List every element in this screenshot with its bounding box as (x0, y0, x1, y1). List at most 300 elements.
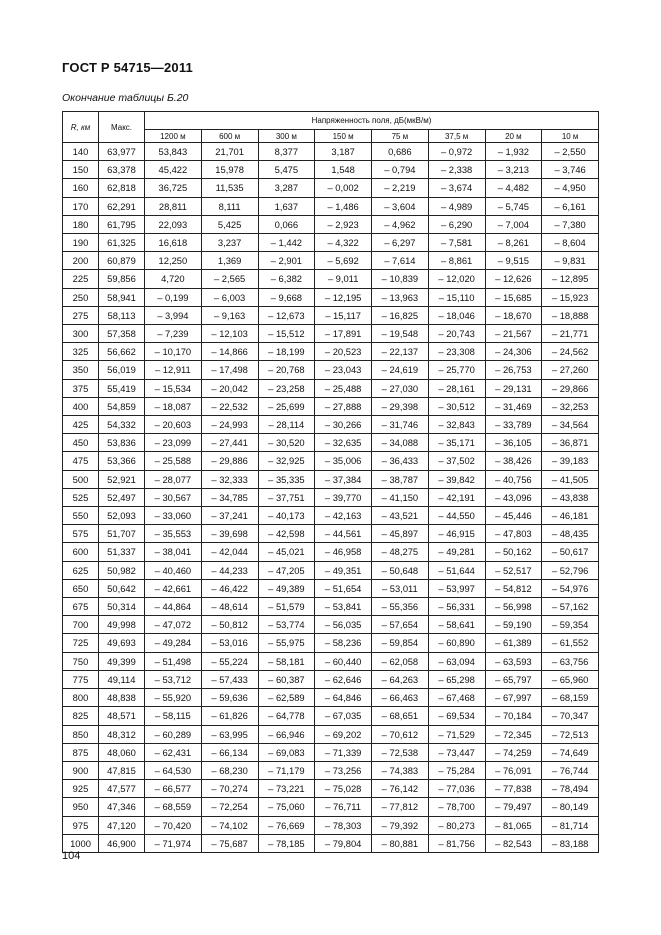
value-cell: 22,093 (145, 215, 202, 233)
value-cell: – 2,338 (428, 161, 485, 179)
value-cell: – 31,469 (485, 397, 542, 415)
value-cell: – 35,335 (258, 470, 315, 488)
value-cell: – 2,923 (315, 215, 372, 233)
table-row (63, 743, 599, 761)
value-cell: – 7,380 (542, 215, 599, 233)
value-cell: – 5,745 (485, 197, 542, 215)
value-cell: – 9,163 (201, 306, 258, 324)
max-cell: 58,113 (99, 306, 145, 324)
value-cell: – 30,520 (258, 434, 315, 452)
value-cell: – 40,460 (145, 561, 202, 579)
max-cell: 61,325 (99, 234, 145, 252)
value-cell: – 58,236 (315, 634, 372, 652)
value-cell: – 12,626 (485, 270, 542, 288)
value-cell: – 55,224 (201, 652, 258, 670)
value-cell: – 23,099 (145, 434, 202, 452)
value-cell: – 70,274 (201, 780, 258, 798)
value-cell: – 4,962 (372, 215, 429, 233)
table-row (63, 561, 599, 579)
value-cell: – 23,258 (258, 379, 315, 397)
value-cell: – 50,617 (542, 543, 599, 561)
field-strength-table (62, 111, 599, 853)
value-cell: – 79,804 (315, 834, 372, 852)
value-cell: – 47,072 (145, 616, 202, 634)
table-row (63, 598, 599, 616)
value-cell: – 4,950 (542, 179, 599, 197)
distance-cell: 775 (63, 670, 99, 688)
value-cell: – 54,812 (485, 579, 542, 597)
value-cell: – 37,502 (428, 452, 485, 470)
value-cell: – 58,181 (258, 652, 315, 670)
value-cell: – 70,420 (145, 816, 202, 834)
value-cell: – 51,654 (315, 579, 372, 597)
value-cell: 8,377 (258, 143, 315, 161)
value-cell: – 67,468 (428, 689, 485, 707)
max-cell: 56,662 (99, 343, 145, 361)
value-cell: – 22,532 (201, 397, 258, 415)
value-cell: – 77,812 (372, 798, 429, 816)
value-cell: – 55,920 (145, 689, 202, 707)
value-cell: – 36,871 (542, 434, 599, 452)
table-row (63, 780, 599, 798)
distance-cell: 300 (63, 325, 99, 343)
max-cell: 51,337 (99, 543, 145, 561)
table-row (63, 416, 599, 434)
value-cell: 12,250 (145, 252, 202, 270)
max-cell: 50,642 (99, 579, 145, 597)
value-cell: – 2,550 (542, 143, 599, 161)
value-cell: – 21,771 (542, 325, 599, 343)
table-row (63, 525, 599, 543)
max-cell: 52,497 (99, 488, 145, 506)
distance-cell: 275 (63, 306, 99, 324)
table-row (63, 761, 599, 779)
value-cell: – 44,864 (145, 598, 202, 616)
distance-cell: 475 (63, 452, 99, 470)
value-cell: – 53,011 (372, 579, 429, 597)
distance-cell: 975 (63, 816, 99, 834)
distance-cell: 400 (63, 397, 99, 415)
max-cell: 52,921 (99, 470, 145, 488)
value-cell: – 82,543 (485, 834, 542, 852)
value-cell: – 71,974 (145, 834, 202, 852)
distance-cell: 600 (63, 543, 99, 561)
value-cell: – 53,774 (258, 616, 315, 634)
distance-cell: 150 (63, 161, 99, 179)
value-cell: – 74,102 (201, 816, 258, 834)
value-cell: 8,111 (201, 197, 258, 215)
value-cell: – 33,789 (485, 416, 542, 434)
value-cell: – 20,523 (315, 343, 372, 361)
value-cell: – 6,297 (372, 234, 429, 252)
value-cell: 3,287 (258, 179, 315, 197)
value-cell: – 45,897 (372, 525, 429, 543)
value-cell: – 29,398 (372, 397, 429, 415)
value-cell: – 57,162 (542, 598, 599, 616)
value-cell: – 56,331 (428, 598, 485, 616)
value-cell: – 18,087 (145, 397, 202, 415)
value-cell: – 16,825 (372, 306, 429, 324)
value-cell: 15,978 (201, 161, 258, 179)
value-cell: – 30,512 (428, 397, 485, 415)
max-cell: 49,399 (99, 652, 145, 670)
value-cell: – 59,854 (372, 634, 429, 652)
value-cell: – 58,641 (428, 616, 485, 634)
value-cell: – 8,261 (485, 234, 542, 252)
column-header-r: R, км (63, 112, 99, 143)
table-row (63, 379, 599, 397)
value-cell: 3,187 (315, 143, 372, 161)
table-row (63, 252, 599, 270)
value-cell: – 74,383 (372, 761, 429, 779)
max-cell: 49,998 (99, 616, 145, 634)
value-cell: – 7,004 (485, 215, 542, 233)
value-cell: – 45,021 (258, 543, 315, 561)
height-header: 300 м (258, 130, 315, 143)
value-cell: – 26,753 (485, 361, 542, 379)
value-cell: – 9,668 (258, 288, 315, 306)
max-cell: 53,366 (99, 452, 145, 470)
table-row (63, 361, 599, 379)
value-cell: – 3,674 (428, 179, 485, 197)
max-cell: 56,019 (99, 361, 145, 379)
value-cell: – 65,960 (542, 670, 599, 688)
max-cell: 55,419 (99, 379, 145, 397)
value-cell: – 63,756 (542, 652, 599, 670)
value-cell: – 39,842 (428, 470, 485, 488)
height-header: 10 м (542, 130, 599, 143)
value-cell: – 32,635 (315, 434, 372, 452)
value-cell: – 73,221 (258, 780, 315, 798)
value-cell: – 15,534 (145, 379, 202, 397)
value-cell: – 58,115 (145, 707, 202, 725)
value-cell: – 80,149 (542, 798, 599, 816)
value-cell: 28,811 (145, 197, 202, 215)
value-cell: – 32,333 (201, 470, 258, 488)
value-cell: – 56,998 (485, 598, 542, 616)
value-cell: – 60,890 (428, 634, 485, 652)
table-row (63, 343, 599, 361)
value-cell: – 17,498 (201, 361, 258, 379)
distance-cell: 650 (63, 579, 99, 597)
value-cell: – 51,644 (428, 561, 485, 579)
value-cell: – 68,559 (145, 798, 202, 816)
value-cell: – 42,598 (258, 525, 315, 543)
table-row (63, 707, 599, 725)
distance-cell: 875 (63, 743, 99, 761)
value-cell: – 47,205 (258, 561, 315, 579)
value-cell: – 46,915 (428, 525, 485, 543)
value-cell: – 53,712 (145, 670, 202, 688)
max-cell: 47,346 (99, 798, 145, 816)
value-cell: – 37,384 (315, 470, 372, 488)
value-cell: – 64,263 (372, 670, 429, 688)
value-cell: – 66,463 (372, 689, 429, 707)
value-cell: – 19,548 (372, 325, 429, 343)
value-cell: – 81,714 (542, 816, 599, 834)
value-cell: – 49,351 (315, 561, 372, 579)
value-cell: – 52,796 (542, 561, 599, 579)
max-cell: 60,879 (99, 252, 145, 270)
value-cell: – 0,794 (372, 161, 429, 179)
distance-cell: 575 (63, 525, 99, 543)
value-cell: 3,237 (201, 234, 258, 252)
max-cell: 63,977 (99, 143, 145, 161)
value-cell: – 79,497 (485, 798, 542, 816)
value-cell: – 68,230 (201, 761, 258, 779)
value-cell: – 4,989 (428, 197, 485, 215)
value-cell: – 65,797 (485, 670, 542, 688)
distance-cell: 950 (63, 798, 99, 816)
value-cell: – 18,046 (428, 306, 485, 324)
value-cell: – 81,756 (428, 834, 485, 852)
value-cell: – 69,202 (315, 725, 372, 743)
value-cell: – 40,173 (258, 507, 315, 525)
value-cell: – 27,260 (542, 361, 599, 379)
value-cell: – 74,259 (485, 743, 542, 761)
value-cell: – 18,888 (542, 306, 599, 324)
value-cell: – 7,239 (145, 325, 202, 343)
max-cell: 58,941 (99, 288, 145, 306)
table-row (63, 215, 599, 233)
value-cell: – 53,997 (428, 579, 485, 597)
value-cell: – 75,028 (315, 780, 372, 798)
value-cell: – 59,190 (485, 616, 542, 634)
max-cell: 47,577 (99, 780, 145, 798)
value-cell: – 48,435 (542, 525, 599, 543)
table-row (63, 689, 599, 707)
value-cell: – 72,513 (542, 725, 599, 743)
max-cell: 57,358 (99, 325, 145, 343)
value-cell: – 42,191 (428, 488, 485, 506)
distance-cell: 500 (63, 470, 99, 488)
value-cell: – 68,651 (372, 707, 429, 725)
height-header: 75 м (372, 130, 429, 143)
table-row (63, 288, 599, 306)
value-cell: – 80,273 (428, 816, 485, 834)
value-cell: – 2,219 (372, 179, 429, 197)
distance-cell: 750 (63, 652, 99, 670)
value-cell: 0,066 (258, 215, 315, 233)
value-cell: – 46,422 (201, 579, 258, 597)
distance-cell: 170 (63, 197, 99, 215)
value-cell: – 73,447 (428, 743, 485, 761)
value-cell: – 61,826 (201, 707, 258, 725)
page-number: 104 (62, 850, 81, 862)
value-cell: – 48,275 (372, 543, 429, 561)
distance-cell: 700 (63, 616, 99, 634)
value-cell: – 23,043 (315, 361, 372, 379)
value-cell: – 12,020 (428, 270, 485, 288)
value-cell: – 25,488 (315, 379, 372, 397)
value-cell: – 75,060 (258, 798, 315, 816)
value-cell: – 20,603 (145, 416, 202, 434)
value-cell: – 75,687 (201, 834, 258, 852)
table-row (63, 434, 599, 452)
value-cell: – 62,589 (258, 689, 315, 707)
value-cell: – 78,185 (258, 834, 315, 852)
value-cell: 1,637 (258, 197, 315, 215)
value-cell: – 12,895 (542, 270, 599, 288)
value-cell: – 15,685 (485, 288, 542, 306)
value-cell: – 14,866 (201, 343, 258, 361)
value-cell: – 64,530 (145, 761, 202, 779)
height-header: 150 м (315, 130, 372, 143)
value-cell: – 72,254 (201, 798, 258, 816)
value-cell: – 15,117 (315, 306, 372, 324)
value-cell: – 25,770 (428, 361, 485, 379)
value-cell: – 81,065 (485, 816, 542, 834)
value-cell: – 39,183 (542, 452, 599, 470)
value-cell: – 42,661 (145, 579, 202, 597)
value-cell: – 15,110 (428, 288, 485, 306)
value-cell: – 67,997 (485, 689, 542, 707)
value-cell: 1,369 (201, 252, 258, 270)
value-cell: – 15,923 (542, 288, 599, 306)
value-cell: – 38,041 (145, 543, 202, 561)
max-cell: 49,693 (99, 634, 145, 652)
value-cell: – 29,131 (485, 379, 542, 397)
max-cell: 54,859 (99, 397, 145, 415)
distance-cell: 200 (63, 252, 99, 270)
table-row (63, 579, 599, 597)
table-row (63, 270, 599, 288)
max-cell: 62,291 (99, 197, 145, 215)
distance-cell: 725 (63, 634, 99, 652)
table-row (63, 488, 599, 506)
value-cell: – 1,932 (485, 143, 542, 161)
value-cell: – 44,550 (428, 507, 485, 525)
distance-cell: 450 (63, 434, 99, 452)
value-cell: – 28,161 (428, 379, 485, 397)
value-cell: – 43,838 (542, 488, 599, 506)
distance-cell: 850 (63, 725, 99, 743)
value-cell: – 32,253 (542, 397, 599, 415)
distance-cell: 180 (63, 215, 99, 233)
max-cell: 47,120 (99, 816, 145, 834)
value-cell: – 51,579 (258, 598, 315, 616)
table-row (63, 652, 599, 670)
value-cell: – 10,839 (372, 270, 429, 288)
max-cell: 48,312 (99, 725, 145, 743)
value-cell: 16,618 (145, 234, 202, 252)
value-cell: – 10,170 (145, 343, 202, 361)
value-cell: – 15,512 (258, 325, 315, 343)
value-cell: – 9,515 (485, 252, 542, 270)
value-cell: – 61,552 (542, 634, 599, 652)
value-cell: – 40,756 (485, 470, 542, 488)
value-cell: – 70,612 (372, 725, 429, 743)
distance-cell: 140 (63, 143, 99, 161)
value-cell: – 66,577 (145, 780, 202, 798)
value-cell: – 12,673 (258, 306, 315, 324)
value-cell: – 63,094 (428, 652, 485, 670)
value-cell: – 32,843 (428, 416, 485, 434)
value-cell: – 51,498 (145, 652, 202, 670)
distance-cell: 675 (63, 598, 99, 616)
value-cell: 5,475 (258, 161, 315, 179)
height-header: 37,5 м (428, 130, 485, 143)
value-cell: 4,720 (145, 270, 202, 288)
max-cell: 52,093 (99, 507, 145, 525)
value-cell: – 4,482 (485, 179, 542, 197)
value-cell: – 37,751 (258, 488, 315, 506)
value-cell: – 52,517 (485, 561, 542, 579)
max-cell: 47,815 (99, 761, 145, 779)
value-cell: – 74,649 (542, 743, 599, 761)
distance-cell: 325 (63, 343, 99, 361)
value-cell: – 18,199 (258, 343, 315, 361)
table-row (63, 834, 599, 852)
value-cell: – 75,284 (428, 761, 485, 779)
value-cell: – 24,619 (372, 361, 429, 379)
value-cell: – 24,993 (201, 416, 258, 434)
value-cell: – 27,441 (201, 434, 258, 452)
value-cell: – 55,356 (372, 598, 429, 616)
table-row (63, 397, 599, 415)
table-row (63, 507, 599, 525)
value-cell: – 76,711 (315, 798, 372, 816)
max-cell: 46,900 (99, 834, 145, 852)
value-cell: – 6,290 (428, 215, 485, 233)
table-row (63, 234, 599, 252)
value-cell: – 72,345 (485, 725, 542, 743)
value-cell: – 61,389 (485, 634, 542, 652)
distance-cell: 900 (63, 761, 99, 779)
distance-cell: 550 (63, 507, 99, 525)
value-cell: 1,548 (315, 161, 372, 179)
table-row (63, 306, 599, 324)
document-title: ГОСТ Р 54715—2011 (62, 60, 193, 75)
value-cell: – 37,241 (201, 507, 258, 525)
value-cell: – 0,972 (428, 143, 485, 161)
column-group-header: Напряженность поля, дБ(мкВ/м) (145, 112, 599, 130)
value-cell: – 64,846 (315, 689, 372, 707)
value-cell: – 69,534 (428, 707, 485, 725)
value-cell: – 38,787 (372, 470, 429, 488)
table-row (63, 670, 599, 688)
value-cell: – 55,975 (258, 634, 315, 652)
value-cell: – 6,382 (258, 270, 315, 288)
distance-cell: 800 (63, 689, 99, 707)
value-cell: – 24,306 (485, 343, 542, 361)
value-cell: – 31,746 (372, 416, 429, 434)
value-cell: – 78,494 (542, 780, 599, 798)
value-cell: – 62,058 (372, 652, 429, 670)
value-cell: – 12,103 (201, 325, 258, 343)
value-cell: – 3,994 (145, 306, 202, 324)
value-cell: – 22,137 (372, 343, 429, 361)
value-cell: – 12,195 (315, 288, 372, 306)
value-cell: – 2,901 (258, 252, 315, 270)
value-cell: – 6,003 (201, 288, 258, 306)
value-cell: 45,422 (145, 161, 202, 179)
value-cell: – 35,171 (428, 434, 485, 452)
value-cell: – 12,911 (145, 361, 202, 379)
value-cell: – 44,561 (315, 525, 372, 543)
max-cell: 48,838 (99, 689, 145, 707)
value-cell: – 3,604 (372, 197, 429, 215)
distance-cell: 160 (63, 179, 99, 197)
value-cell: – 71,179 (258, 761, 315, 779)
value-cell: 53,843 (145, 143, 202, 161)
value-cell: – 46,181 (542, 507, 599, 525)
value-cell: – 6,161 (542, 197, 599, 215)
value-cell: – 73,256 (315, 761, 372, 779)
distance-cell: 925 (63, 780, 99, 798)
value-cell: – 29,886 (201, 452, 258, 470)
max-cell: 48,571 (99, 707, 145, 725)
